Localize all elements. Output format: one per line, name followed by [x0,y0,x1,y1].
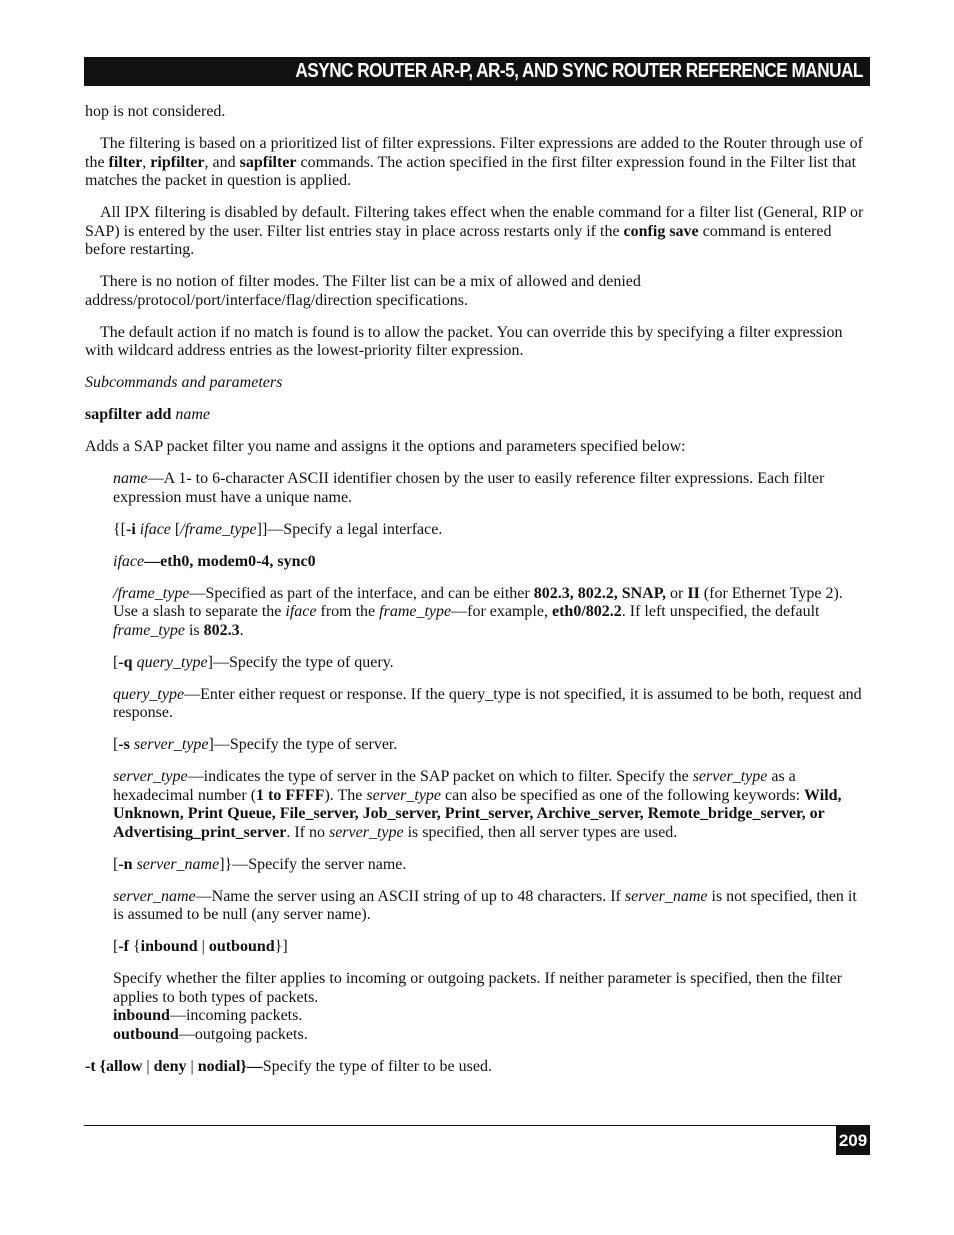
command-syntax: sapfilter add name [85,406,211,423]
header-bar [84,57,870,86]
option-iface: {[-i iface [/frame_type]]—Specify a legal interface. [113,520,443,538]
param-iface-values: iface—eth0, modem0-4, sync0 [113,552,316,570]
option-server: [-s server_type]—Specify the type of server. [113,736,398,753]
paragraph-filtering: The filtering is based on a prioritized list of filter expressions. Filter expressions are added to the Router through use of the filter, ripfilter, and sapfilter commands. The action specified in the first filter expression found in the Filter list that matches the packet in question is applied. [85,135,863,189]
param-inbound: inbound—incoming packets. [113,1007,303,1024]
manual-title: ASYNC ROUTER AR-P, AR-5, AND SYNC ROUTER REFERENCE MANUAL [295,60,863,82]
footer-rule [84,1125,870,1126]
subheading: Subcommands and parameters [85,374,283,391]
param-query-type: query_type—Enter either request or response. If the query_type is not specified, it is assumed to be both, request and response. [113,685,862,721]
page-number: 209 [836,1126,870,1155]
option-filter-type: -t {allow | deny | nodial}—Specify the type of filter to be used. [85,1057,492,1075]
page-content [85,103,871,1090]
paragraph-default-action: The default action if no match is found is to allow the packet. You can override this by specifying a filter expression with wildcard address entries as the lowest-priority filter expression. [85,323,843,359]
param-server-name: server_name—Name the server using an ASCII string of up to 48 characters. If server_name is not specified, then it is assumed to be null (any server name). [113,887,857,923]
paragraph-ipx-disabled: All IPX filtering is disabled by default. Filtering takes effect when the enable command for a filter list (General, RIP or SAP) is entered by the user. Filter list entries stay in place across restarts only if the config save command is entered before restarting. [85,204,864,258]
option-direction: [-f {inbound | outbound}] [113,938,288,955]
param-direction-desc: Specify whether the filter applies to incoming or outgoing packets. If neither parameter is specified, then the filter applies to both types of packets. [113,970,843,1006]
param-server-type: server_type—indicates the type of server in the SAP packet on which to filter. Specify the server_type as a hexadecimal number (1 to FFFF). The server_type can also be specified as one of the following keywords: Wild, Unknown, Print Queue, File_server, Job_server, Print_server, Archive_server, Remote_bridge_server, or Advertising_print_server. If no server_type is specified, then all server types are used. [113,768,842,841]
option-query: [-q query_type]—Specify the type of query. [113,653,394,671]
paragraph-filter-modes: There is no notion of filter modes. The Filter list can be a mix of allowed and denied address/protocol/port/interface/flag/direction specifications. [85,273,641,309]
param-frame-type: /frame_type—Specified as part of the interface, and can be either 802.3, 802.2, SNAP, or II (for Ethernet Type 2). Use a slash to separate the iface from the frame_type—for example, eth0/802.2. If left unspecified, the default frame_type is 802.3. [113,584,843,639]
paragraph-1: hop is not considered. [85,103,226,120]
param-outbound: outbound—outgoing packets. [113,1025,308,1043]
param-name: name—A 1- to 6-character ASCII identifier chosen by the user to easily reference filter expressions. Each filter expression must have a unique name. [113,470,825,506]
option-server-name: [-n server_name]}—Specify the server name. [113,855,407,873]
command-description: Adds a SAP packet filter you name and assigns it the options and parameters specified below: [85,438,686,455]
